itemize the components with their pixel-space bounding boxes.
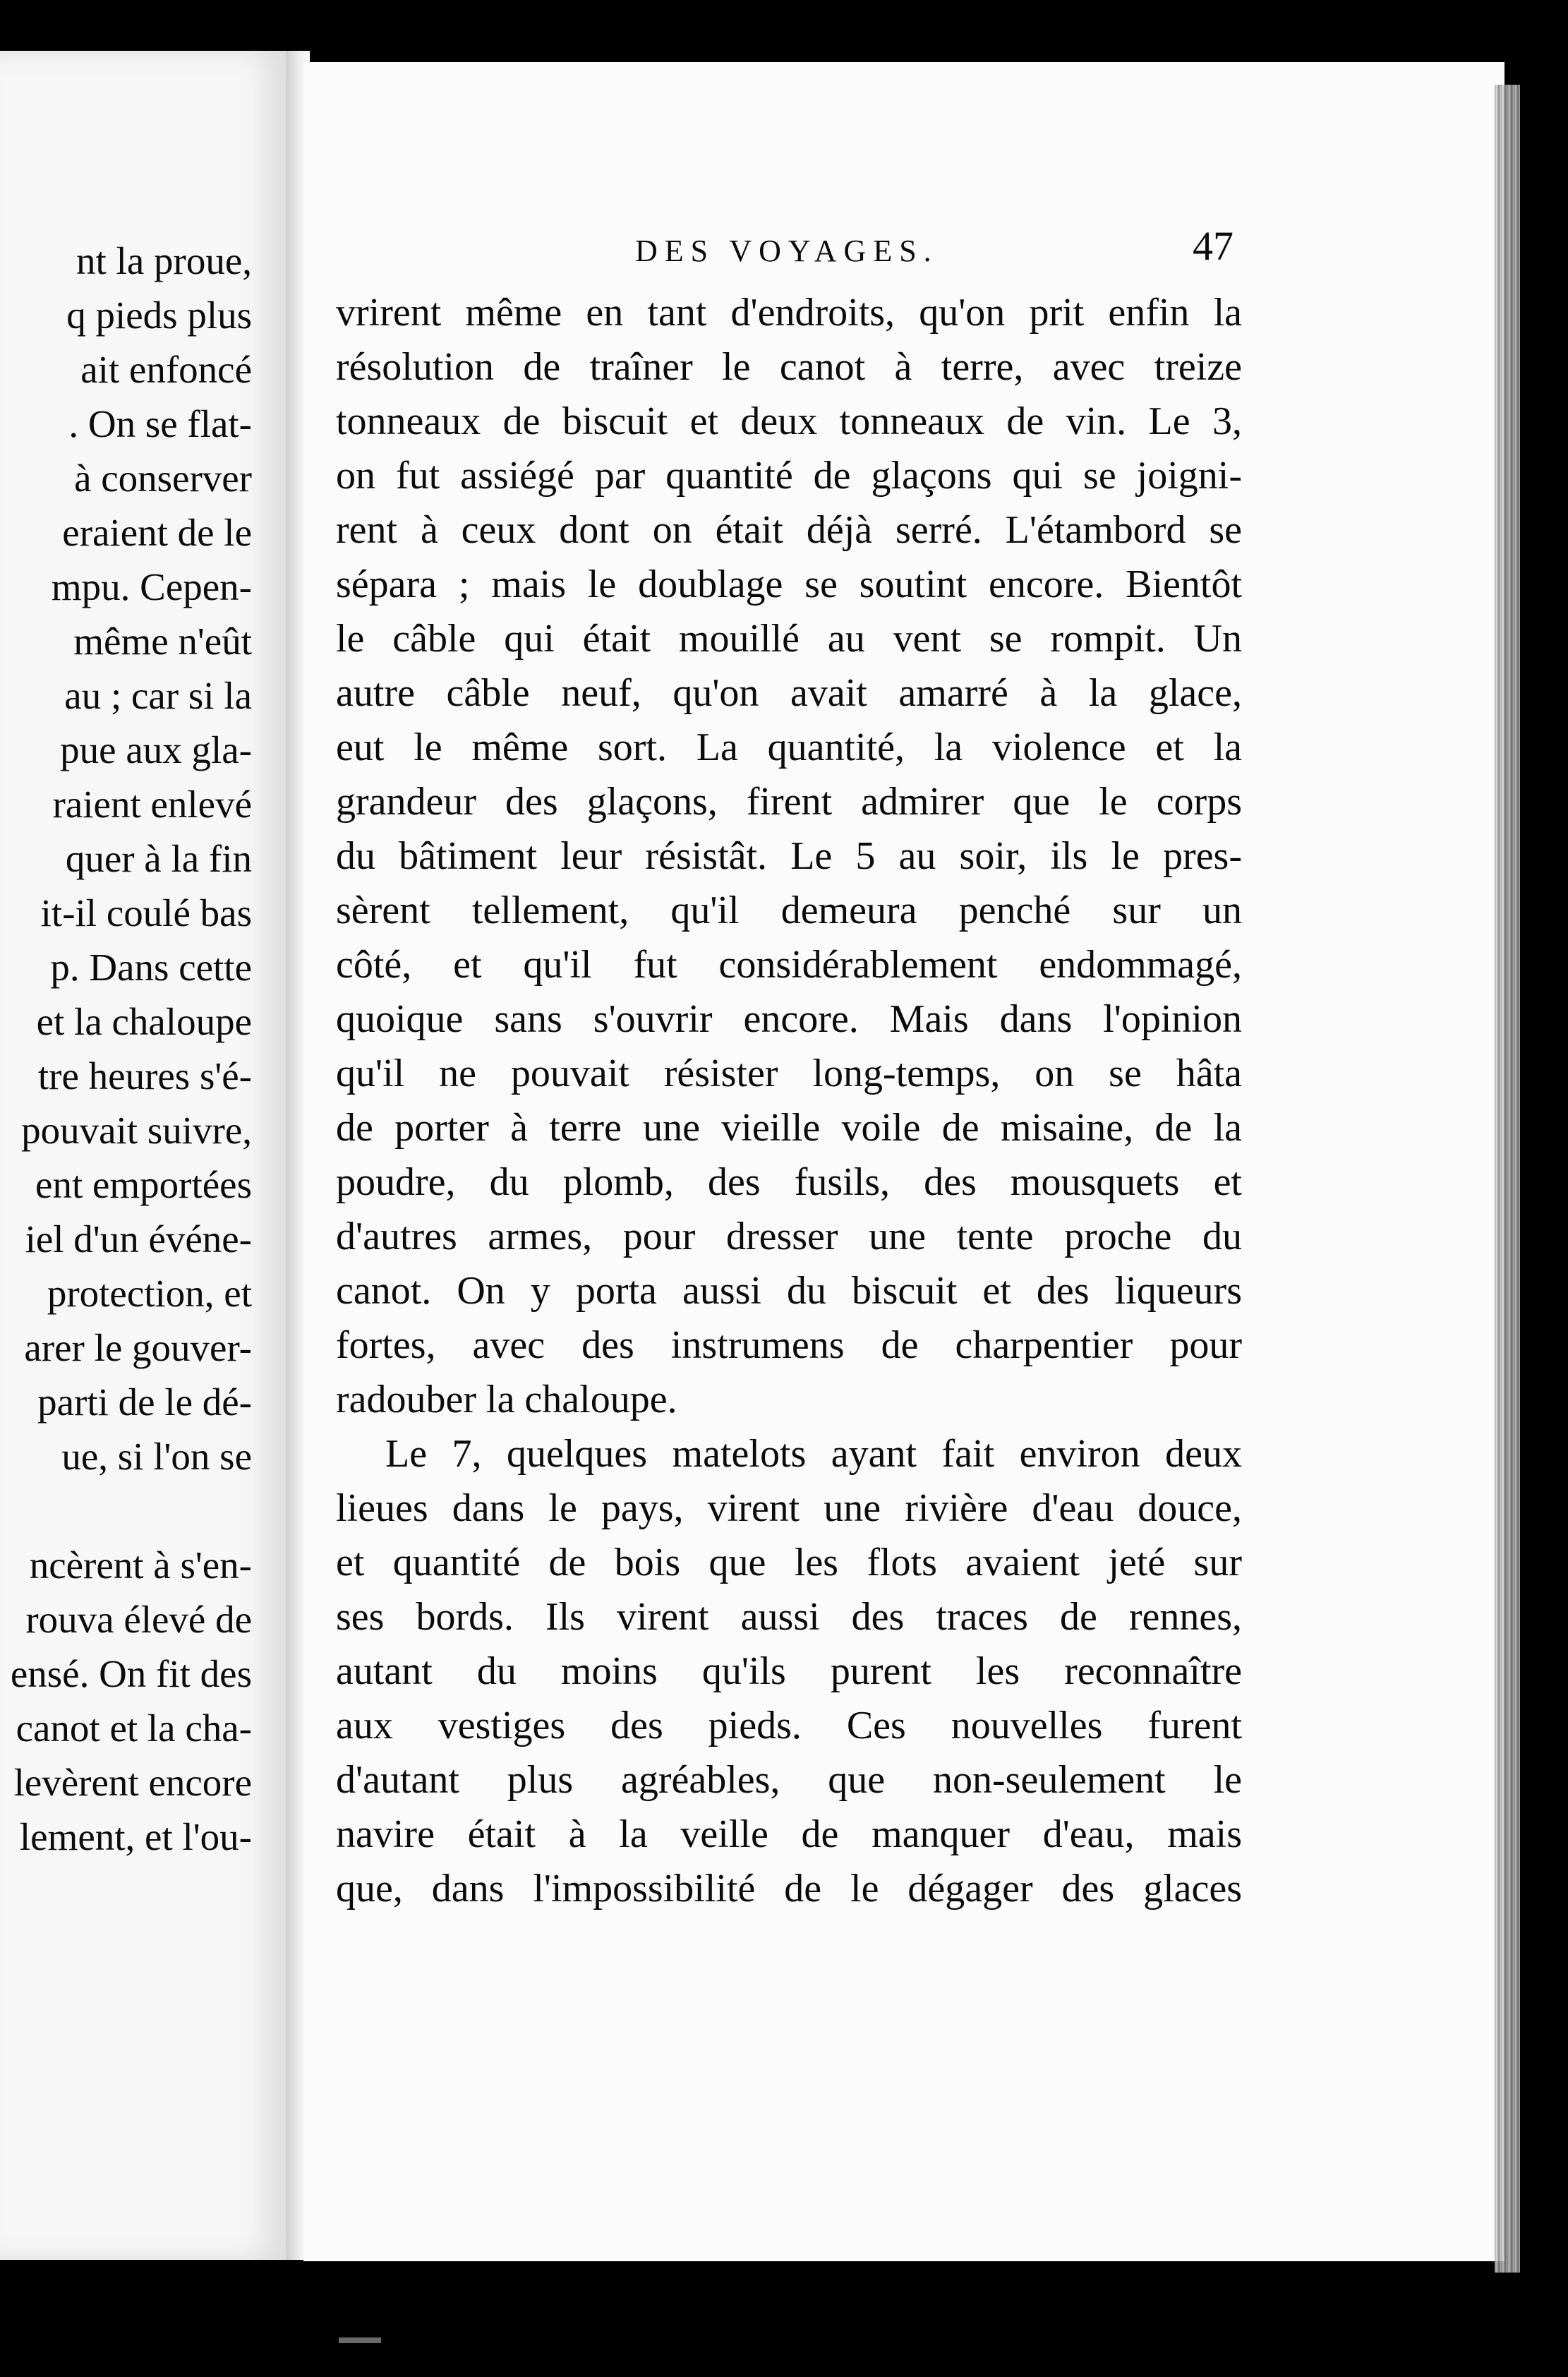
left-page-line: ncèrent à s'en- — [29, 1543, 252, 1587]
text-line: grandeur des glaçons, firent admirer que le corps — [336, 780, 1242, 824]
text-line: résolution de traîner le canot à terre, avec treize — [336, 345, 1242, 389]
running-head: DES VOYAGES. — [635, 234, 939, 268]
text-line: lieues dans le pays, virent une rivière d'eau douce, — [336, 1486, 1242, 1530]
page-number: 47 — [1193, 223, 1234, 269]
left-page-line: nt la proue, — [76, 239, 252, 282]
text-line: eut le même sort. La quantité, la violence et la — [336, 726, 1242, 769]
left-page-line: parti de le dé- — [37, 1380, 252, 1424]
text-line: rent à ceux dont on était déjà serré. L'étambord se — [336, 508, 1242, 552]
left-page-line: mpu. Cepen- — [51, 565, 252, 608]
text-line: canot. On y porta aussi du biscuit et des liqueurs — [336, 1269, 1242, 1313]
left-page — [0, 51, 291, 2260]
left-page-line: ue, si l'on se — [61, 1435, 252, 1478]
text-line: de porter à terre une vieille voile de misaine, de la — [336, 1106, 1242, 1150]
text-line: autre câble neuf, qu'on avait amarré à la glace, — [336, 671, 1242, 715]
scan-mark — [339, 2337, 381, 2343]
left-page-line: canot et la cha- — [16, 1707, 252, 1750]
text-line: quoique sans s'ouvrir encore. Mais dans l'opinion — [336, 997, 1242, 1041]
text-line: d'autres armes, pour dresser une tente proche du — [336, 1215, 1242, 1258]
left-page-line: à conserver — [74, 457, 252, 500]
text-line: qu'il ne pouvait résister long-temps, on se hâta — [336, 1052, 1242, 1095]
text-line: que, dans l'impossibilité de le dégager des glaces — [336, 1867, 1242, 1910]
text-line: poudre, du plomb, des fusils, des mousquets et — [336, 1160, 1242, 1204]
text-line: fortes, avec des instrumens de charpentier pour — [336, 1323, 1242, 1367]
left-page-line: pue aux gla- — [60, 728, 252, 771]
text-line: du bâtiment leur résistât. Le 5 au soir, ils le pres- — [336, 834, 1242, 878]
left-page-line: lement, et l'ou- — [19, 1815, 252, 1858]
text-line: d'autant plus agréables, que non-seulement le — [336, 1758, 1242, 1802]
left-page-line: raient enlevé — [52, 783, 252, 826]
left-page-line: protection, et — [47, 1272, 252, 1315]
text-line: on fut assiégé par quantité de glaçons qui se joigni- — [336, 454, 1242, 498]
text-line: vrirent même en tant d'endroits, qu'on prit enfin la — [336, 291, 1242, 335]
left-page-line: ait enfoncé — [80, 348, 252, 391]
text-line: navire était à la veille de manquer d'eau, mais — [336, 1812, 1242, 1856]
left-page-line: ent emportées — [35, 1163, 252, 1206]
body-text — [336, 286, 1242, 1916]
text-line: autant du moins qu'ils purent les reconnaître — [336, 1649, 1242, 1693]
text-line: le câble qui était mouillé au vent se rompit. Un — [336, 617, 1242, 661]
left-page-line: et la chaloupe — [36, 1000, 252, 1043]
text-line: ses bords. Ils virent aussi des traces de rennes, — [336, 1595, 1242, 1639]
text-line: sépara ; mais le doublage se soutint encore. Bientôt — [336, 562, 1242, 606]
left-page-line: ensé. On fit des — [10, 1652, 252, 1695]
left-page-line: levèrent encore — [13, 1761, 252, 1804]
text-line: radouber la chaloupe. — [336, 1378, 677, 1421]
left-page-line: rouva élevé de — [25, 1598, 252, 1641]
left-page-line: it-il coulé bas — [40, 891, 252, 934]
left-page-line: arer le gouver- — [24, 1326, 252, 1369]
left-page-line: pouvait suivre, — [21, 1109, 252, 1152]
left-page-line: même n'eût — [73, 620, 252, 663]
left-page-line: eraient de le — [62, 511, 252, 554]
page-edge — [1495, 85, 1520, 2273]
text-line: Le 7, quelques matelots ayant fait environ deux — [385, 1432, 1242, 1476]
text-line: aux vestiges des pieds. Ces nouvelles furent — [336, 1704, 1242, 1747]
left-page-line: tre heures s'é- — [37, 1054, 252, 1097]
left-page-line: p. Dans cette — [50, 946, 252, 989]
text-line: tonneaux de biscuit et deux tonneaux de vin. Le 3, — [336, 399, 1242, 443]
text-line: côté, et qu'il fut considérablement endommagé, — [336, 943, 1242, 987]
left-page-line: quer à la fin — [65, 837, 252, 880]
text-line: sèrent tellement, qu'il demeura penché sur un — [336, 889, 1242, 932]
text-line: et quantité de bois que les flots avaient jeté sur — [336, 1541, 1242, 1584]
left-page-line: q pieds plus — [66, 294, 252, 337]
left-page-line: iel d'un événe- — [25, 1217, 252, 1260]
left-page-line: . On se flat- — [68, 402, 252, 445]
left-page-line: au ; car si la — [64, 674, 252, 717]
